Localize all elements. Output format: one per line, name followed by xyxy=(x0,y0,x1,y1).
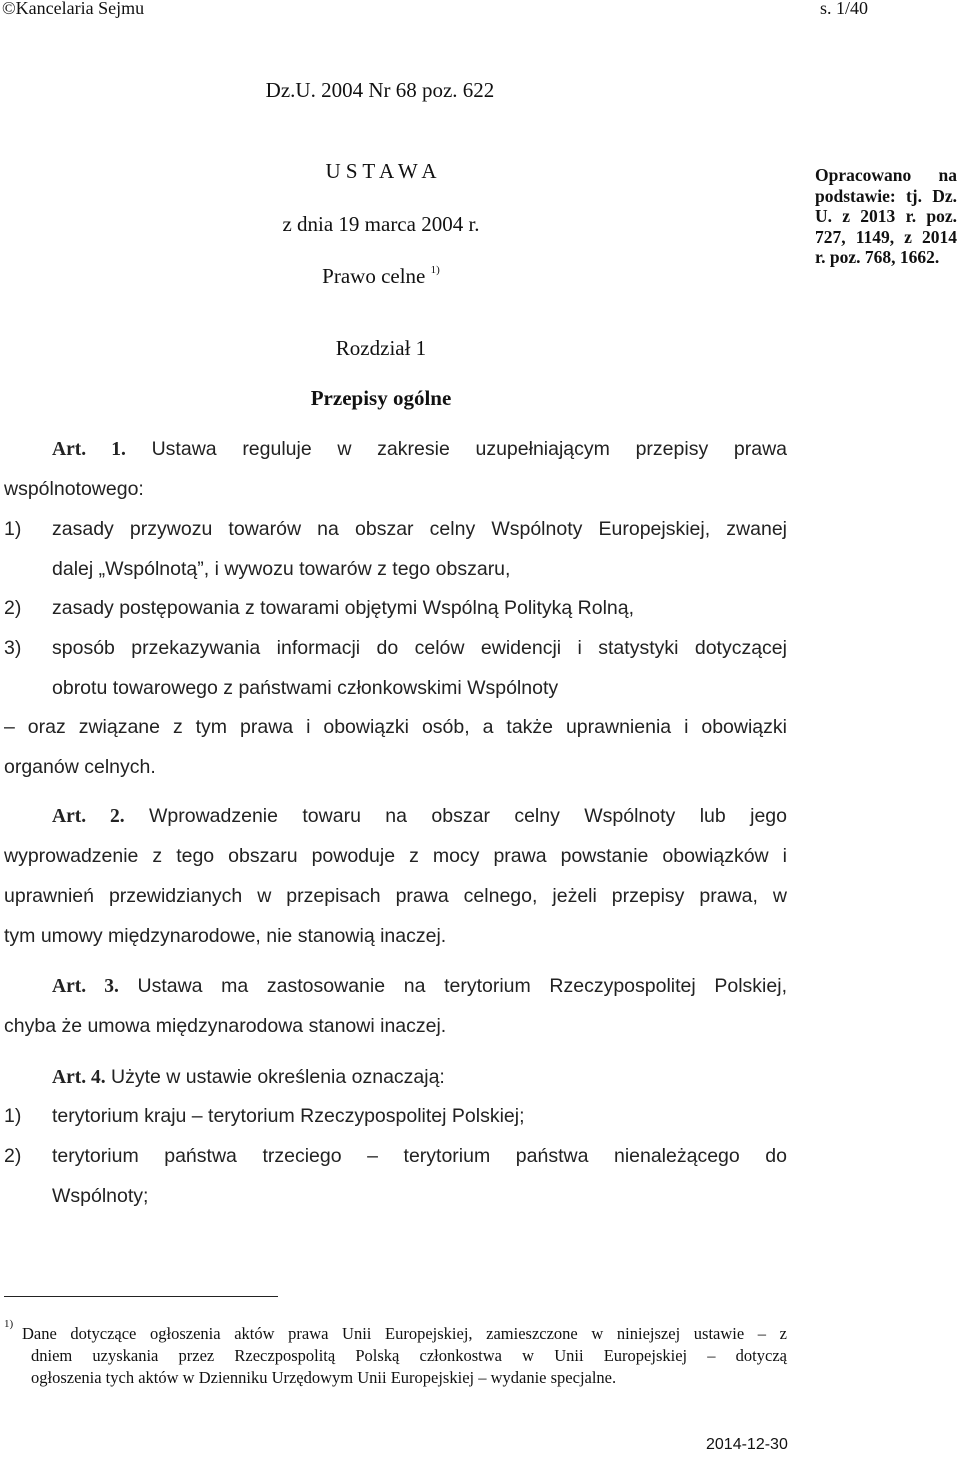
art1-item-2-number: 2) xyxy=(4,597,22,619)
document-name xyxy=(0,264,774,289)
footnote-ref[interactable]: 1) xyxy=(430,264,440,276)
art1-item-1-line2: dalej „Wspólnotą”, i wywozu towarów z tego obszaru, xyxy=(52,558,511,580)
document-name-text: Prawo celne xyxy=(322,264,426,288)
publisher-label: ©Kancelaria Sejmu xyxy=(2,0,145,18)
page-number: s. 1/40 xyxy=(820,0,869,18)
footer-date: 2014-12-30 xyxy=(706,1436,788,1453)
art3-label: Art. 3. xyxy=(52,976,119,997)
art2-label: Art. 2. xyxy=(52,806,125,827)
side-note-line: podstawie: tj. Dz. xyxy=(815,185,957,206)
art4-label: Art. 4. xyxy=(52,1067,106,1088)
side-note-line: Opracowano na xyxy=(815,165,957,185)
side-note-line: r. poz. 768, 1662. xyxy=(815,247,940,267)
journal-reference: Dz.U. 2004 Nr 68 poz. 622 xyxy=(265,78,495,102)
art1-text: Ustawa reguluje w zakresie uzupełniającym przepisy prawa xyxy=(151,438,788,460)
art4-line1 xyxy=(52,1066,835,1089)
art2-text: Wprowadzenie towaru na obszar celny Wspólnoty lub jego xyxy=(149,805,787,827)
art1-item-3-number: 3) xyxy=(4,637,22,659)
art1-final-line1: – oraz związane z tym prawa i obowiązki osób, a także uprawnienia i obowiązki xyxy=(4,716,787,738)
footnote-marker xyxy=(4,1320,13,1341)
item-number: 1) xyxy=(4,518,22,540)
art1-line1 xyxy=(52,438,787,461)
art1-line2: wspólnotowego: xyxy=(4,478,144,500)
art1-item-3-line1: sposób przekazywania informacji do celów ewidencji i statystyki dotyczącej xyxy=(52,637,787,659)
chapter-number: Rozdział 1 xyxy=(335,336,427,360)
art4-item-1-number: 1) xyxy=(4,1105,22,1127)
art4-item-2-number: 2) xyxy=(4,1145,22,1167)
art4-item-1-line1: terytorium kraju – terytorium Rzeczypospolitej Polskiej; xyxy=(52,1105,525,1127)
art1-item-1-line1: zasady przywozu towarów na obszar celny Wspólnoty Europejskiej, zwanej xyxy=(52,518,787,540)
art4-item-2-line2: Wspólnoty; xyxy=(52,1185,149,1207)
art1-final-line2: organów celnych. xyxy=(4,756,156,778)
side-note-line: U. z 2013 r. poz. xyxy=(815,206,957,226)
art4-item-2-line1: terytorium państwa trzeciego – terytorium państwa nienależącego do xyxy=(52,1145,787,1167)
footnote-line3: ogłoszenia tych aktów w Dzienniku Urzędowym Unii Europejskiej – wydanie specjalne. xyxy=(31,1368,617,1387)
art2-line1 xyxy=(52,805,787,828)
art2-line4: tym umowy międzynarodowe, nie stanowią inaczej. xyxy=(4,925,447,947)
footnote-marker-text: 1) xyxy=(4,1318,14,1330)
chapter-title: Przepisy ogólne xyxy=(310,386,452,410)
footnote-line1: Dane dotyczące ogłoszenia aktów prawa Unii Europejskiej, zamieszczone w niniejszej ustawie – z xyxy=(22,1324,787,1343)
side-note xyxy=(815,165,957,268)
art4-text: Użyte w ustawie określenia oznaczają: xyxy=(111,1066,445,1088)
side-note-line: 727, 1149, z 2014 xyxy=(815,226,957,247)
art3-text: Ustawa ma zastosowanie na terytorium Rzeczypospolitej Polskiej, xyxy=(137,975,787,997)
document-date: z dnia 19 marca 2004 r. xyxy=(282,212,480,236)
art1-label: Art. 1. xyxy=(52,439,126,460)
art2-line2: wyprowadzenie z tego obszaru powoduje z mocy prawa powstanie obowiązków i xyxy=(4,845,787,867)
footnote-separator xyxy=(4,1296,278,1297)
document-type: U S T A W A xyxy=(325,159,437,183)
art3-line1 xyxy=(52,975,787,998)
art1-item-2-line1: zasady postępowania z towarami objętymi Wspólną Polityką Rolną, xyxy=(52,597,635,619)
footnote-line2: dniem uzyskania przez Rzeczpospolitą Polską członkostwa w Unii Europejskiej – dotyczą xyxy=(31,1346,787,1365)
art2-line3: uprawnień przewidzianych w przepisach prawa celnego, jeżeli przepisy prawa, w xyxy=(4,885,787,907)
art3-line2: chyba że umowa międzynarodowa stanowi inaczej. xyxy=(4,1015,447,1037)
art1-item-3-line2: obrotu towarowego z państwami członkowskimi Wspólnoty xyxy=(52,677,559,699)
